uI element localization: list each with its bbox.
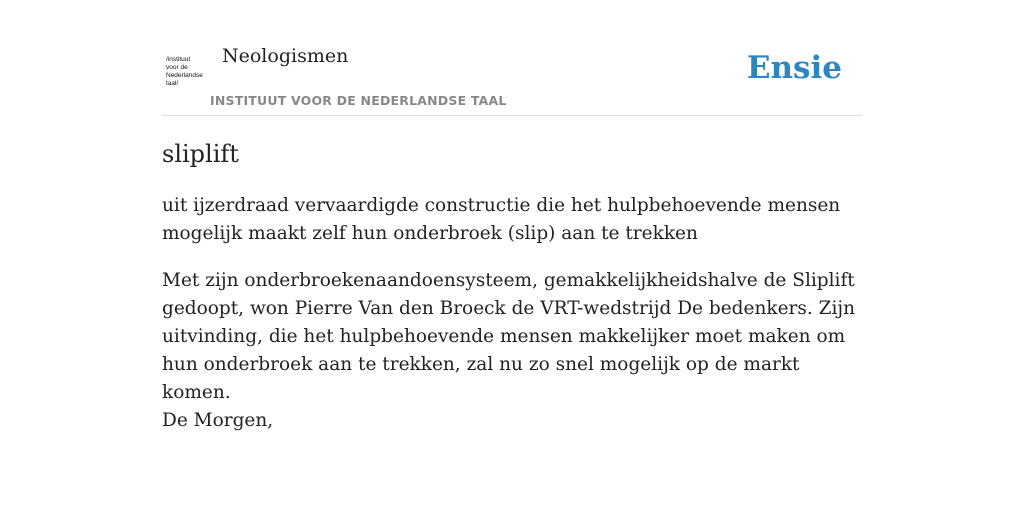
source-title[interactable]: Neologismen <box>222 45 349 67</box>
logo-line: Nederlandse <box>166 72 203 79</box>
logo-line: /instituut <box>166 56 191 63</box>
brand-logo[interactable]: Ensie <box>746 50 842 86</box>
logo-line: voor de <box>166 64 188 71</box>
logo-line: taal/ <box>166 80 179 87</box>
example-text: Met zijn onderbroekenaandoensysteem, gemakkelijkheidshalve de Sliplift gedoopt, won Pierre Van den Broeck de VRT-wedstrijd De bedenkers. Zijn uitvinding, die het hulpbehoevende mensen makkelijker moet maken om hun onderbroek aan te trekken, zal nu zo snel mogelijk op de markt komen. <box>162 270 856 403</box>
institute-logo[interactable] <box>166 56 210 88</box>
entry-definition: uit ijzerdraad vervaardigde constructie die het hulpbehoevende mensen mogelijk maakt zelf hun onderbroek (slip) aan te trekken <box>162 195 841 244</box>
entry-example <box>162 267 862 435</box>
header <box>162 0 862 116</box>
entry-term: sliplift <box>162 140 239 168</box>
source-subtitle: INSTITUUT VOOR DE NEDERLANDSE TAAL <box>210 93 507 108</box>
example-source: De Morgen, <box>162 410 274 431</box>
entry-container <box>162 0 862 431</box>
